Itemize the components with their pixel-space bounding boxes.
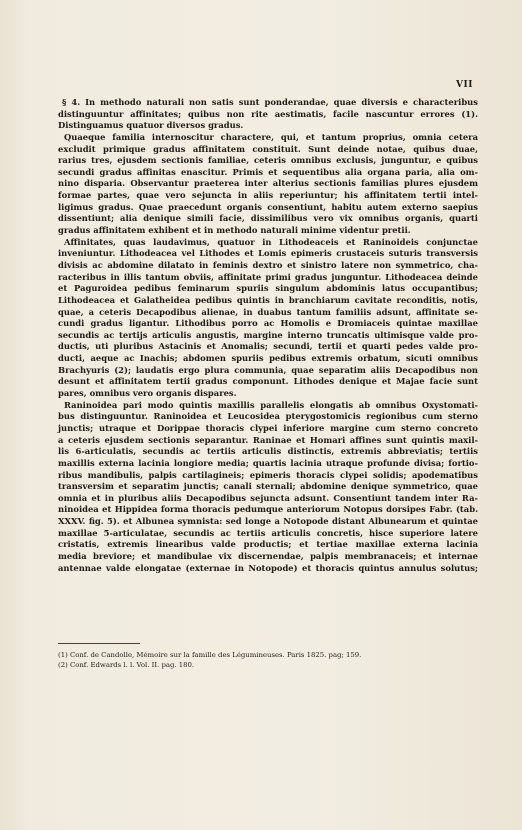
text-line: formae partes, quae vero sejuncta in aliis reperiuntur; his affinitatem tertii intel- bbox=[58, 190, 478, 201]
text-line: Affinitates, quas laudavimus, quatuor in Lithodeaceis et Raninoideis conjunctae bbox=[64, 236, 478, 247]
text-line: maxillae 5-articulatae, secundis ac tertiis articulis concretis, hisce superiore latere bbox=[58, 527, 478, 538]
text-line: secundis ac tertijs articulis angustis, margine interno truncatis ultimisque valde pro- bbox=[58, 329, 478, 340]
text-line: Quaeque familia internoscitur charactere, qui, et tantum proprius, omnia cetera bbox=[64, 131, 478, 142]
text-line: excludit primique gradus affinitatem constituit. Sunt deinde notae, quibus duae, bbox=[58, 143, 478, 154]
text-line: antennae valde elongatae (externae in Notopode) et thoracis quintus annulus solutus; bbox=[58, 562, 478, 573]
text-line: ducti, aeque ac Inachis; abdomen spuriis pedibus extremis orbatum, sicuti omnibus bbox=[58, 353, 478, 364]
text-line: omnia et in pluribus aliis Decapodibus sejuncta adsunt. Consentiunt tandem inter Ra- bbox=[58, 492, 478, 503]
text-line: distinguuntur affinitates; quibus non rite aestimatis, facile nascuntur errores (1). bbox=[58, 108, 478, 119]
footnote-divider bbox=[58, 643, 140, 644]
text-line: Lithodeacea et Galatheidea pedibus quintis in branchiarum cavitate reconditis, notis, bbox=[58, 294, 478, 305]
text-line: ribus mandibulis, palpis cartilagineis; epimeris thoracis clypei solidis; apodematibus bbox=[58, 469, 478, 480]
text-line: inveniuntur. Lithodeacea vel Lithodes et Lomis epimeris crustaceis suturis transversis bbox=[58, 248, 478, 259]
text-line: bus distinguuntur. Raninoidea et Leucosidea pterygostomicis regionibus cum sterno bbox=[58, 411, 478, 422]
text-line: a ceteris ejusdem sectionis separantur. Raninae et Homari affines sunt quintis maxil- bbox=[58, 434, 478, 445]
text-line: cristatis, extremis linearibus valde productis; et tertiae maxillae externa lacinia bbox=[58, 539, 478, 550]
text-line: junctis; utraque et Dorippae thoracis clypei inferiore margine cum sterno concreto bbox=[58, 422, 478, 433]
text-line: quae, a ceteris Decapodibus alienae, in duabus tantum familiis adsunt, affinitate se- bbox=[58, 306, 478, 317]
text-line: media breviore; et mandibulae vix discernendae, palpis membranaceis; et internae bbox=[58, 550, 478, 561]
text-line: maxillis externa lacinia longiore media; quartis lacinia utraque profunde divisa; fortio- bbox=[58, 457, 478, 468]
footnotes bbox=[58, 650, 478, 670]
text-line: secundi gradus affinitas enascitur. Primis et sequentibus alia organa paria, alia om- bbox=[58, 166, 478, 177]
text-line: divisis ac abdomine dilatato in feminis dextro et sinistro latere non symmetrico, cha- bbox=[58, 259, 478, 270]
footnote: (1) Conf. de Candolle, Mémoire sur la famille des Légumineuses. Paris 1825. pag; 159. bbox=[58, 651, 362, 659]
text-line: cundi gradus ligantur. Lithodibus porro ac Homolis e Dromiaceis quintae maxillae bbox=[58, 318, 478, 329]
text-line: Raninoidea pari modo quintis maxillis parallelis elongatis ab omnibus Oxystomati- bbox=[64, 399, 478, 410]
text-line: XXXV. fig. 5). et Albunea symnista: sed longe a Notopode distant Albunearum et quintae bbox=[58, 516, 478, 527]
text-line: nino disparia. Observantur praeterea inter alterius sectionis familias plures ejusdem bbox=[58, 178, 478, 189]
text-line: gradus affinitatem exhibent et in methodo naturali minime videntur pretii. bbox=[58, 225, 411, 236]
body-text bbox=[58, 97, 478, 574]
text-line: et Paguroidea pedibus feminarum spuriis singulum abdominis latus occupantibus; bbox=[58, 283, 478, 294]
text-line: rarius tres, ejusdem sectionis familiae, ceteris omnibus exclusis, junguntur, e quibus bbox=[58, 155, 478, 166]
text-line: Brachyuris (2); laudatis ergo plura communia, quae separatim aliis Decapodibus non bbox=[58, 364, 478, 375]
text-line: racteribus in illis tantum obviis, affinitate primi gradus junguntur. Lithodeacea deinde bbox=[58, 271, 478, 282]
text-line: ninoidea et Hippidea forma thoracis pedumque anteriorum Notopus dorsipes Fabr. (tab. bbox=[58, 504, 478, 515]
text-line: pares, omnibus vero organis dispares. bbox=[58, 388, 237, 399]
text-line: transversim et separatim junctis; canali sternali; abdomine denique symmetrico, quae bbox=[58, 481, 478, 492]
footnote: (2) Conf. Edwards l. l. Vol. II. pag. 180. bbox=[58, 661, 195, 669]
text-line: ligimus gradus. Quae praecedunt organis consentiunt, habitu autem externo saepius bbox=[58, 201, 478, 212]
text-line: Distinguamus quatuor diversos gradus. bbox=[58, 120, 244, 131]
text-line: § 4. In methodo naturali non satis sunt ponderandae, quae diversis e characteribus bbox=[62, 97, 478, 107]
text-line: dissentiunt; alia denique simili facie, dissimilibus vero vix omnibus organis, quarti bbox=[58, 213, 478, 224]
page-number: VII bbox=[456, 80, 473, 90]
text-line: lis 6-articulatis, secundis ac tertiis articulis distinctis, extremis abbreviatis; tertiis bbox=[58, 446, 478, 457]
text-line: ductis, uti pluribus Astacinis et Anomalis; secundi, tertii et quarti pedes valde pro- bbox=[58, 341, 478, 352]
text-line: desunt et affinitatem tertii gradus componunt. Lithodes denique et Majae facie sunt bbox=[58, 376, 478, 387]
